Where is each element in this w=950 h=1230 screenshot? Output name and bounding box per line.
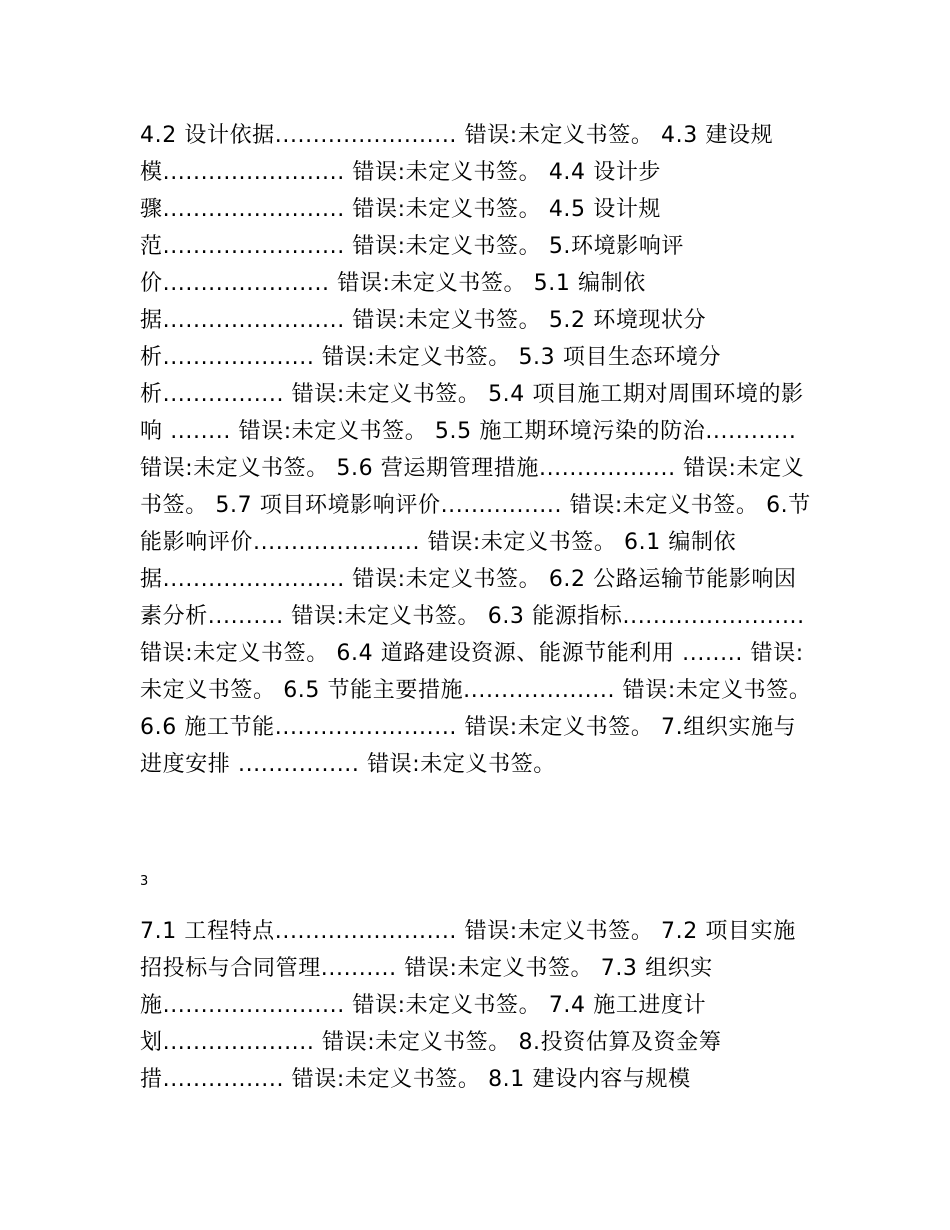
page-number: 3 <box>140 874 149 889</box>
toc-paragraph-continued: 7.1 工程特点........................ 错误:未定义书签。 7.2 项目实施招投标与合同管理.......... 错误:未定义书签。 7.3 组织实施........................ 错误:未定义书签。 7.4 施工进度计划.................... 错误:未定义书签。 8.投资估算及资金筹措................ 错误:未定义书签。 8.1 建设内容与规模 <box>140 919 796 1092</box>
toc-paragraph: 4.2 设计依据........................ 错误:未定义书签。 4.3 建设规模........................ 错误:未定义书签。 4.4 设计步骤........................ 错误:未定义书签。 4.5 设计规范........................ 错误:未定义书签。 5.环境影响评价...................... 错误:未定义书签。 5.1 编制依据........................ 错误:未定义书签。 5.2 环境现状分析.................... 错误:未定义书签。 5.3 项目生态环境分析................ 错误:未定义书签。 5.4 项目施工期对周围环境的影响 ........ 错误:未定义书签。 5.5 施工期环境污染的防治............ 错误:未定义书签。 5.6 营运期管理措施.................. 错误:未定义书签。 5.7 项目环境影响评价................ 错误:未定义书签。 6.节能影响评价...................... 错误:未定义书签。 6.1 编制依据........................ 错误:未定义书签。 6.2 公路运输节能影响因素分析.......... 错误:未定义书签。 6.3 能源指标........................ 错误:未定义书签。 6.4 道路建设资源、能源节能利用 ........ 错误:未定义书签。 6.5 节能主要措施.................... 错误:未定义书签。 6.6 施工节能........................ 错误:未定义书签。 7.组织实施与进度安排 ................ 错误:未定义书签。 <box>140 123 812 777</box>
